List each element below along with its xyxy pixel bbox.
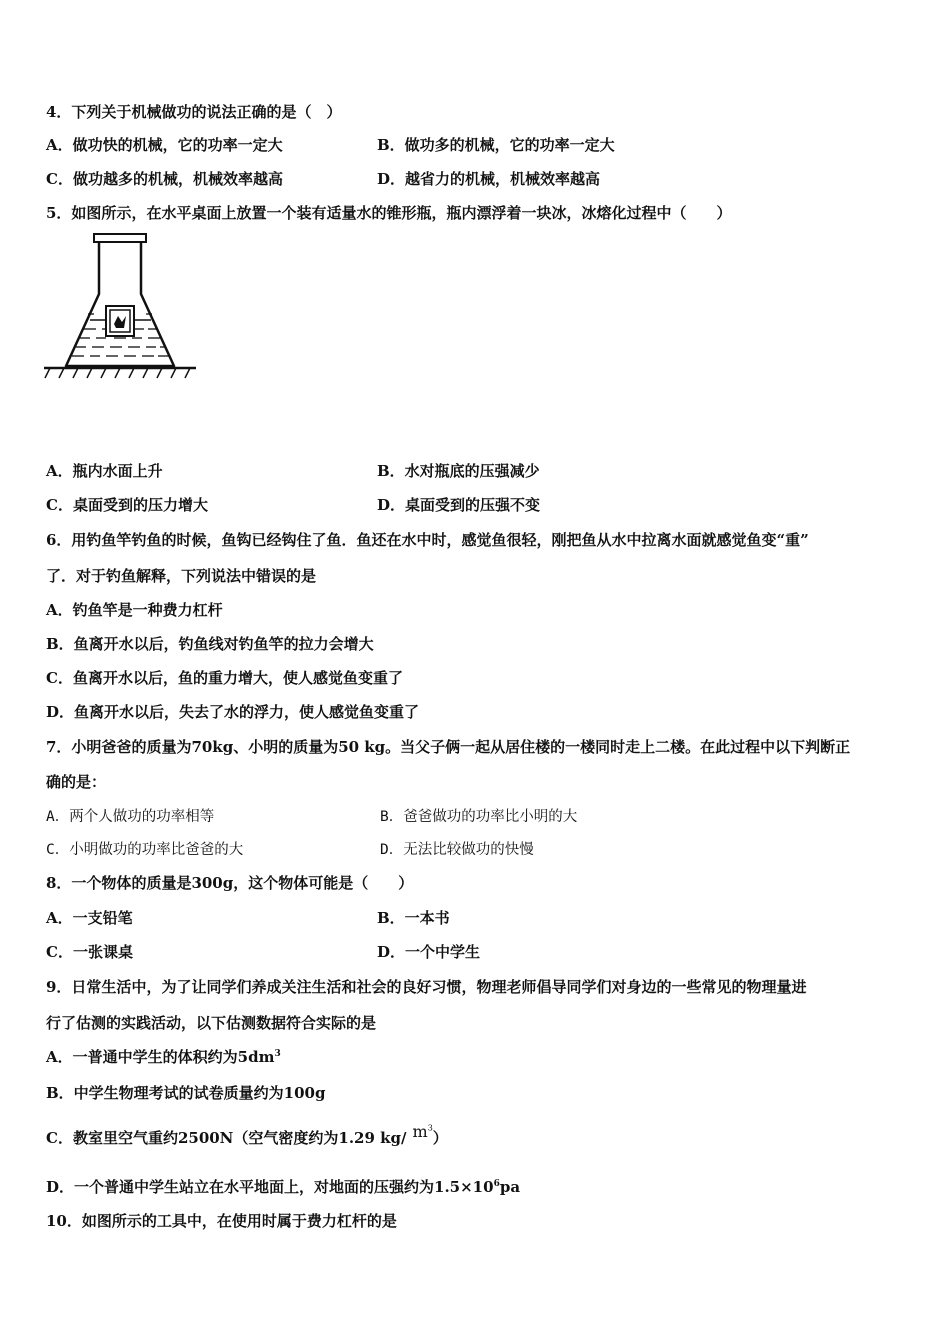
q9-option-c-close: ） — [432, 1129, 448, 1147]
q9-option-d-unit: pa — [499, 1178, 521, 1196]
q6-stem-line2: 了．对于钓鱼解释，下列说法中错误的是 — [46, 567, 317, 585]
q7-option-b: B．爸爸做功的功率比小明的大 — [380, 809, 578, 825]
q4-option-c: C．做功越多的机械，机械效率越高 — [46, 170, 283, 188]
q7-option-a: A．两个人做功的功率相等 — [46, 809, 215, 825]
q8-option-a: A．一支铅笔 — [46, 909, 133, 927]
q7-option-d: D．无法比较做功的快慢 — [380, 842, 534, 858]
q6-stem-line1: 6．用钓鱼竿钓鱼的时候，鱼钩已经钩住了鱼．鱼还在水中时，感觉鱼很轻，刚把鱼从水中拉离水面就感觉鱼变“重” — [46, 531, 809, 549]
q4-option-d: D．越省力的机械，机械效率越高 — [377, 170, 601, 188]
q7-option-c: C．小明做功的功率比爸爸的大 — [46, 842, 244, 858]
q8-option-d: D．一个中学生 — [377, 943, 481, 961]
q9-stem-line1: 9．日常生活中，为了让同学们养成关注生活和社会的良好习惯，物理老师倡导同学们对身边的一些常见的物理量进 — [46, 978, 807, 996]
q6-option-b: B．鱼离开水以后，钓鱼线对钓鱼竿的拉力会增大 — [46, 635, 374, 653]
q7-stem-line2: 确的是： — [46, 773, 107, 791]
q4-stem: 4．下列关于机械做功的说法正确的是（ ） — [46, 103, 342, 121]
q7-stem-line1: 7．小明爸爸的质量为70kg、小明的质量为50 kg。当父子俩一起从居住楼的一楼同时走上二楼。在此过程中以下判断正 — [46, 738, 851, 756]
q8-stem: 8．一个物体的质量是300g，这个物体可能是（ ） — [46, 874, 414, 892]
q9-stem-line2: 行了估测的实践活动，以下估测数据符合实际的是 — [46, 1014, 377, 1032]
q10-stem: 10．如图所示的工具中，在使用时属于费力杠杆的是 — [46, 1212, 397, 1230]
q5-option-d: D．桌面受到的压强不变 — [377, 496, 541, 514]
q9-option-c-unit: $m^3$ — [412, 1122, 433, 1141]
q8-option-c: C．一张课桌 — [46, 943, 133, 961]
q9-option-b: B．中学生物理考试的试卷质量约为100g — [46, 1084, 326, 1102]
q4-option-a: A．做功快的机械，它的功率一定大 — [46, 136, 283, 154]
q8-option-b: B．一本书 — [377, 909, 450, 927]
q6-option-d: D．鱼离开水以后，失去了水的浮力，使人感觉鱼变重了 — [46, 703, 420, 721]
q5-option-a: A．瓶内水面上升 — [46, 462, 163, 480]
q9-option-c-text: C．教室里空气重约2500N（空气密度约为1.29 kg/ — [46, 1129, 407, 1147]
q5-option-c: C．桌面受到的压力增大 — [46, 496, 208, 514]
q9-option-d-exponent: 6 — [493, 1179, 500, 1189]
conical-flask-figure — [44, 232, 200, 382]
q9-option-a-text: A．一普通中学生的体积约为5dm — [46, 1048, 275, 1066]
q6-option-a: A．钓鱼竿是一种费力杠杆 — [46, 601, 223, 619]
q4-option-b: B．做功多的机械，它的功率一定大 — [377, 136, 615, 154]
q9-option-a — [46, 1047, 281, 1067]
q5-stem: 5．如图所示，在水平桌面上放置一个装有适量水的锥形瓶，瓶内漂浮着一块冰，冰熔化过程中（ ） — [46, 204, 732, 222]
q5-option-b: B．水对瓶底的压强减少 — [377, 462, 540, 480]
q6-option-c: C．鱼离开水以后，鱼的重力增大，使人感觉鱼变重了 — [46, 669, 403, 687]
q9-option-d-text: D．一个普通中学生站立在水平地面上，对地面的压强约为1.5×10 — [46, 1178, 494, 1196]
q9-option-a-exponent: 3 — [274, 1049, 281, 1059]
q9-option-d — [46, 1177, 520, 1197]
q9-option-c — [46, 1122, 448, 1148]
